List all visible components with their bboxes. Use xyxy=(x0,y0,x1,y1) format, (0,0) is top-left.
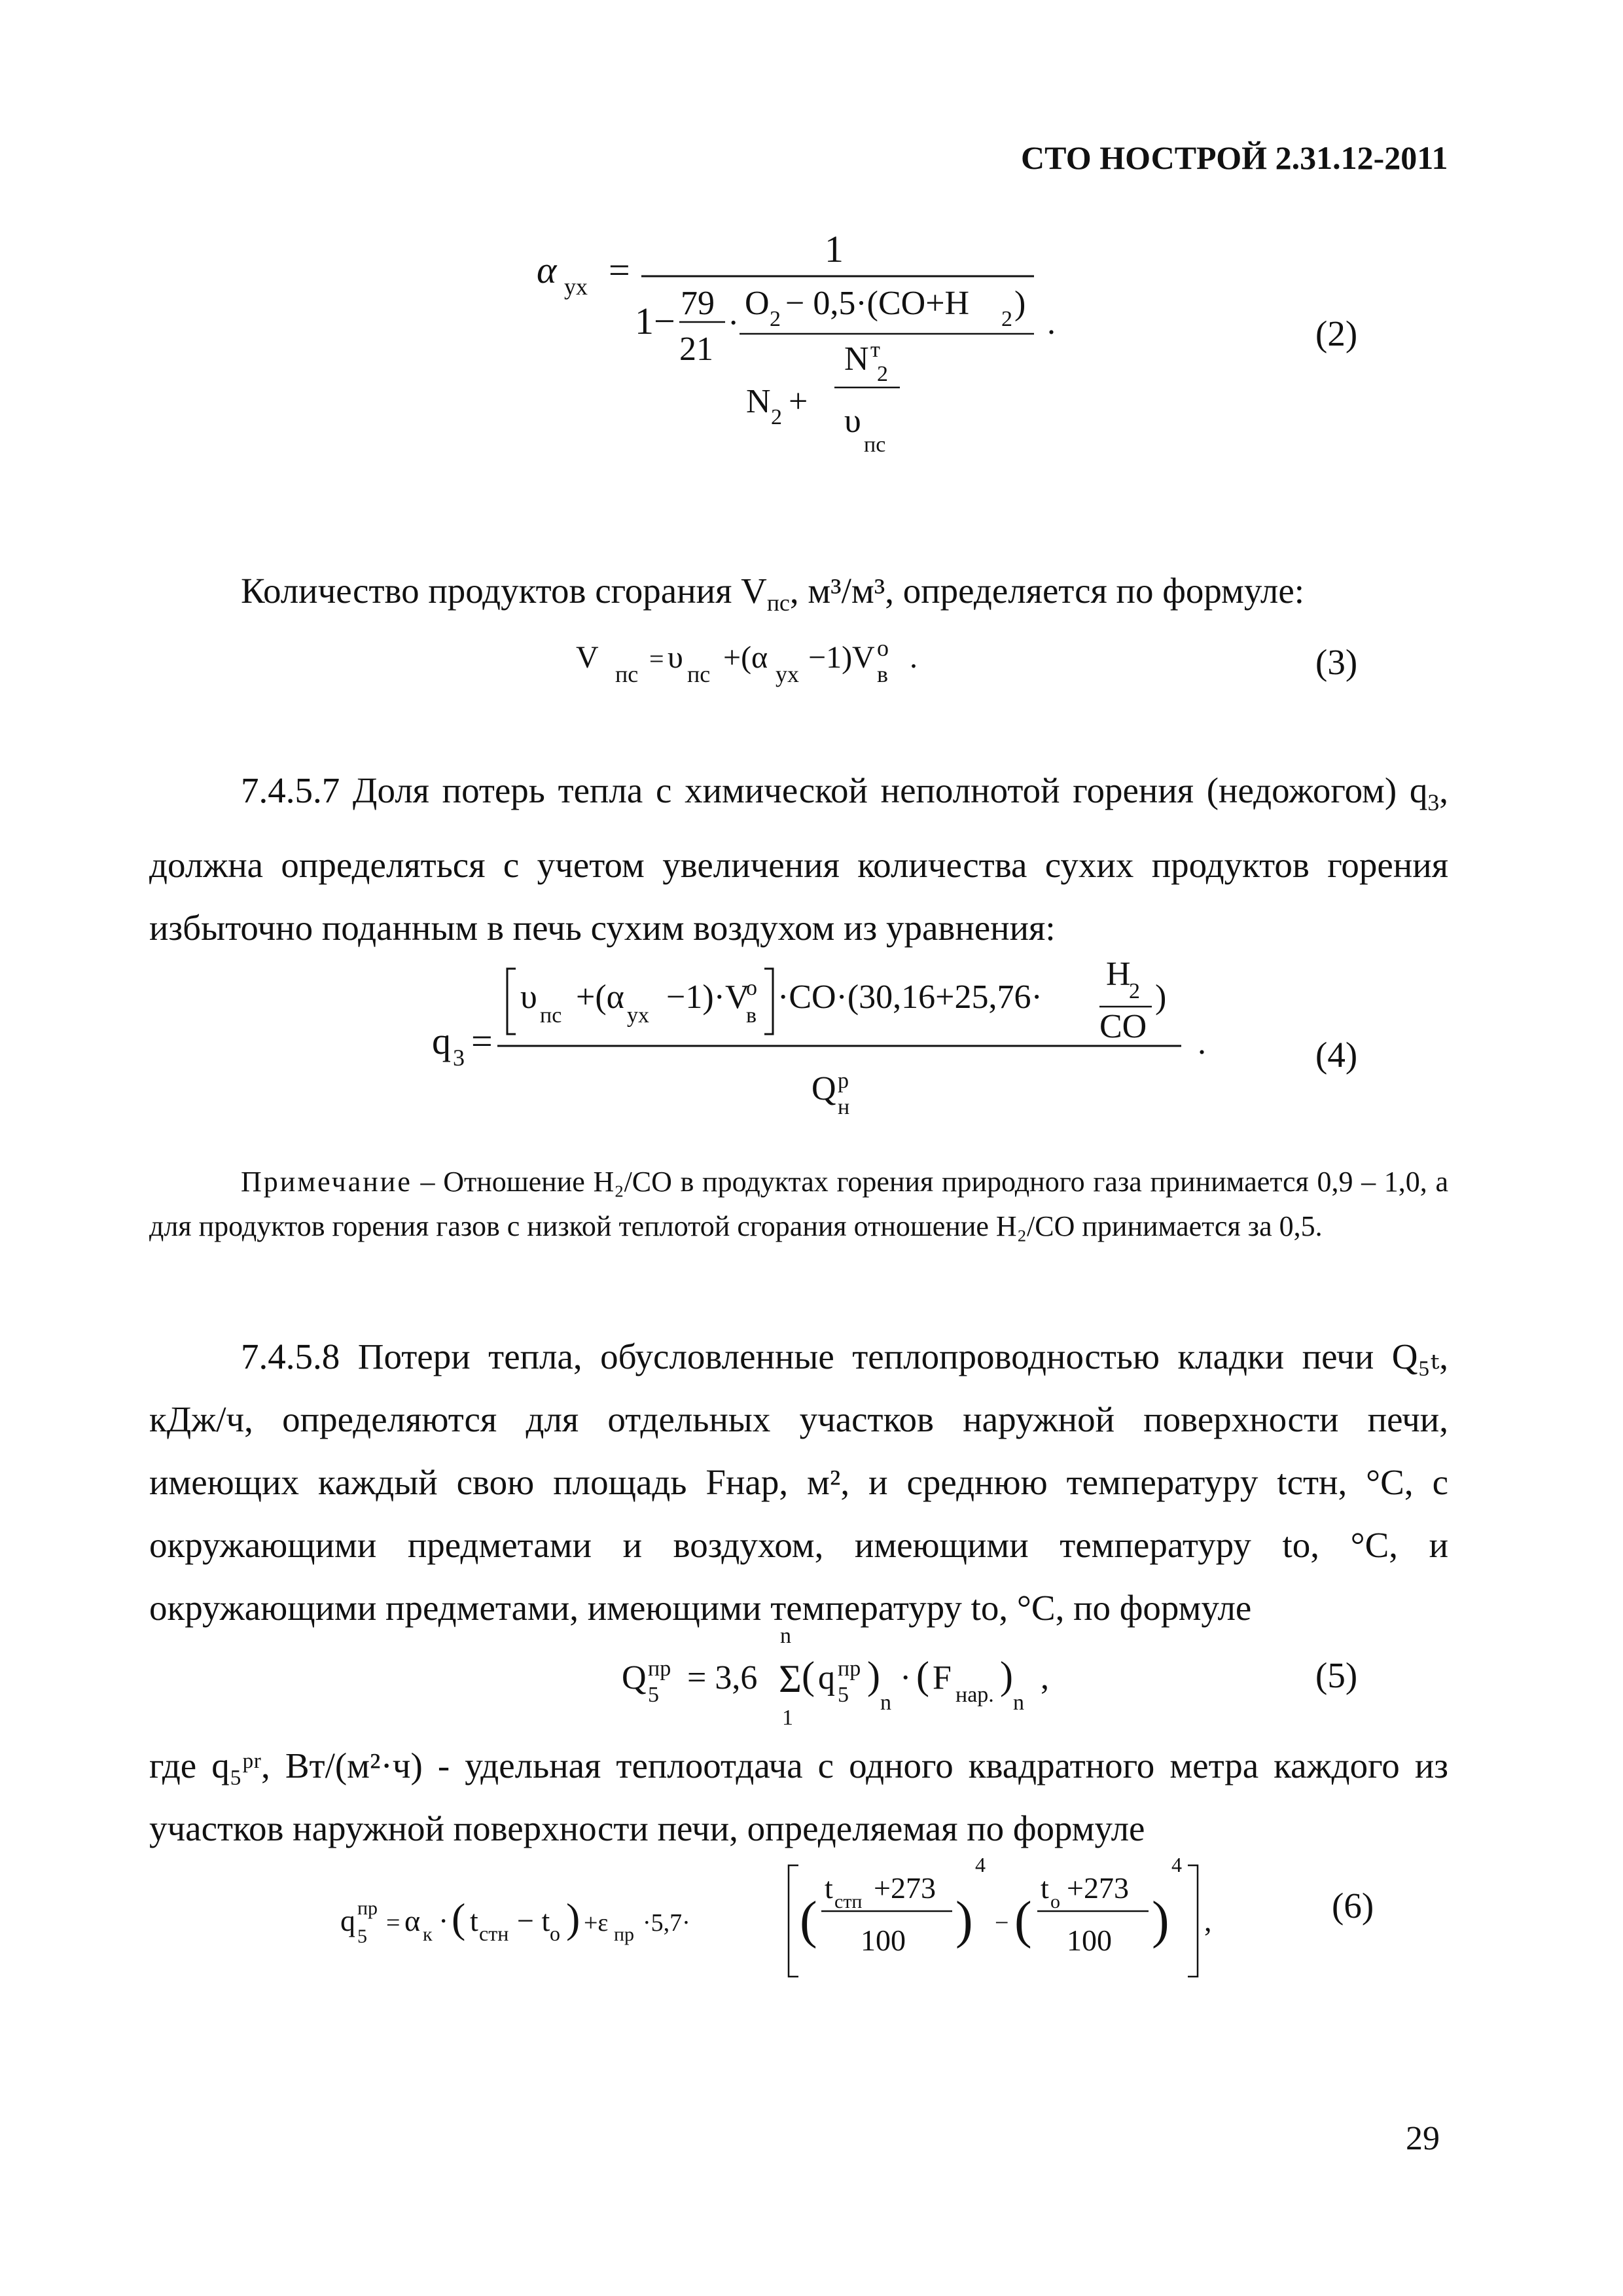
svg-text:2: 2 xyxy=(1001,307,1012,331)
equation-5-number: (5) xyxy=(1315,1655,1358,1695)
svg-text:21: 21 xyxy=(679,331,713,368)
svg-text:2: 2 xyxy=(1129,979,1140,1003)
svg-text:4: 4 xyxy=(975,1853,986,1876)
note-h2-co-ratio: Примечание – Отношение H₂/CO в продуктах горения природного газа принимается 0,9 – 1,0, а для продуктов горения газов с низкой теплотой сгорания отношение H₂/CO принимается за 0,5. xyxy=(149,1166,1448,1242)
equation-2 xyxy=(537,229,1126,478)
svg-text:n: n xyxy=(880,1691,891,1715)
svg-text:= 3,6: = 3,6 xyxy=(687,1659,758,1696)
svg-text:p: p xyxy=(838,1069,849,1093)
svg-text:α: α xyxy=(404,1904,421,1937)
svg-text:·5,7·: ·5,7· xyxy=(643,1909,690,1937)
svg-text:α: α xyxy=(537,249,557,291)
svg-text:.: . xyxy=(910,640,918,675)
svg-text:пс: пс xyxy=(687,661,711,687)
svg-text:Q: Q xyxy=(622,1659,647,1696)
svg-text:): ) xyxy=(1014,285,1026,322)
svg-text:+(α: +(α xyxy=(576,978,624,1016)
svg-text:стп: стп xyxy=(834,1891,863,1912)
svg-text:о: о xyxy=(1050,1891,1060,1912)
svg-text:1: 1 xyxy=(782,1706,793,1730)
svg-text:(: ( xyxy=(916,1654,929,1697)
svg-text:100: 100 xyxy=(1067,1924,1112,1957)
svg-text:H: H xyxy=(1106,956,1131,993)
note-label: Примечание xyxy=(241,1166,412,1198)
svg-text:=: = xyxy=(386,1909,401,1937)
equation-2-number: (2) xyxy=(1315,314,1358,353)
equation-3 xyxy=(576,628,1047,707)
svg-text:пс: пс xyxy=(864,433,886,457)
svg-text:,: , xyxy=(1204,1904,1212,1937)
svg-text:): ) xyxy=(1152,1892,1169,1949)
svg-text:o: o xyxy=(877,635,889,661)
svg-text:): ) xyxy=(1000,1654,1013,1697)
svg-text:F: F xyxy=(933,1659,952,1696)
svg-text:.: . xyxy=(1047,304,1056,342)
svg-text:n: n xyxy=(1013,1691,1024,1715)
svg-text:,: , xyxy=(1041,1659,1049,1696)
svg-text:+273: +273 xyxy=(1067,1871,1129,1905)
svg-text:3: 3 xyxy=(453,1045,465,1071)
svg-text:+: + xyxy=(789,383,808,420)
svg-text:=: = xyxy=(471,1020,493,1062)
svg-text:т: т xyxy=(870,338,880,362)
svg-text:− 0,5·(CO+H: − 0,5·(CO+H xyxy=(785,285,970,322)
svg-text:ух: ух xyxy=(627,1003,649,1028)
svg-text:79: 79 xyxy=(681,285,715,322)
svg-text:ух: ух xyxy=(776,661,799,687)
svg-text:t: t xyxy=(825,1871,833,1905)
svg-text:+(α: +(α xyxy=(723,640,768,675)
svg-text:): ) xyxy=(566,1895,580,1941)
svg-text:2: 2 xyxy=(877,362,888,386)
svg-text:(: ( xyxy=(800,1892,817,1949)
svg-text:2: 2 xyxy=(771,405,782,429)
svg-text:−: − xyxy=(995,1909,1009,1937)
svg-text:н: н xyxy=(838,1095,850,1119)
equation-3-number: (3) xyxy=(1315,642,1358,682)
svg-text:υ: υ xyxy=(520,978,537,1016)
equation-4-number: (4) xyxy=(1315,1035,1358,1075)
equation-5 xyxy=(622,1623,1119,1734)
svg-text:t: t xyxy=(470,1904,478,1937)
svg-text:ух: ух xyxy=(564,274,588,300)
svg-text:): ) xyxy=(1155,978,1167,1016)
svg-text:): ) xyxy=(867,1654,880,1697)
page-number: 29 xyxy=(1406,2120,1440,2157)
svg-text:пс: пс xyxy=(540,1003,562,1028)
svg-text:n: n xyxy=(780,1624,791,1648)
svg-text:2: 2 xyxy=(770,307,781,331)
svg-text:q: q xyxy=(432,1020,451,1062)
svg-text:υ: υ xyxy=(844,403,861,440)
svg-text:=: = xyxy=(609,249,630,291)
svg-text:Q: Q xyxy=(812,1070,836,1107)
svg-text:): ) xyxy=(955,1892,973,1949)
svg-text:·: · xyxy=(438,1904,449,1937)
paragraph-7-4-5-7: 7.4.5.7 Доля потерь тепла с химической неполнотой горения (недожогом) $q_3$, должна определяться с учетом увеличения количества сухих продуктов горения избыточно поданным в печь сухим воздухом из уравнения: xyxy=(149,770,1448,948)
svg-text:q: q xyxy=(818,1659,835,1696)
svg-text:пр: пр xyxy=(357,1897,378,1919)
svg-text:1: 1 xyxy=(825,229,844,270)
svg-text:V: V xyxy=(576,640,599,675)
svg-text:пс: пс xyxy=(615,661,639,687)
svg-text:=: = xyxy=(649,644,664,673)
paragraph-specific-heat-loss: где q₅ᵖʳ, Вт/(м²·ч) - удельная теплоотдача с одного квадратного метра каждого из участков наружной поверхности печи, определяемая по формуле xyxy=(149,1746,1448,1848)
svg-text:1−: 1− xyxy=(635,300,675,342)
svg-text:·: · xyxy=(900,1659,912,1696)
svg-text:q: q xyxy=(340,1904,355,1937)
svg-text:пр: пр xyxy=(648,1657,671,1681)
svg-text:100: 100 xyxy=(861,1924,906,1957)
svg-text:o: o xyxy=(746,976,757,1000)
svg-text:пр: пр xyxy=(614,1924,635,1945)
svg-text:−1)V: −1)V xyxy=(808,640,875,675)
svg-text:(: ( xyxy=(452,1895,466,1941)
svg-text:N: N xyxy=(746,383,771,420)
svg-text:+273: +273 xyxy=(874,1871,936,1905)
paragraph-7-4-5-8: 7.4.5.8 Потери тепла, обусловленные теплопроводностью кладки печи Q₅ₜ, кДж/ч, определяются для отдельных участков наружной поверхности печи, имеющих каждый свою площадь Fнар, м², и среднюю температуру tстн, °С, с окружающими предметами и воздухом, имеющими температуру tо, °С, и окружающими предметами, имеющими температуру tо, °С, по формуле xyxy=(149,1336,1448,1628)
svg-text:− t: − t xyxy=(517,1904,550,1937)
svg-text:O: O xyxy=(745,285,770,322)
svg-text:.: . xyxy=(1198,1024,1206,1062)
equation-4 xyxy=(419,942,1243,1139)
equation-6-number: (6) xyxy=(1332,1886,1374,1926)
svg-text:−1)·V: −1)·V xyxy=(666,978,750,1016)
svg-text:5: 5 xyxy=(357,1926,367,1947)
svg-text:к: к xyxy=(423,1924,433,1945)
svg-text:4: 4 xyxy=(1171,1853,1182,1876)
svg-text:CO: CO xyxy=(1099,1008,1147,1045)
svg-text:о: о xyxy=(550,1922,560,1945)
svg-text:нар.: нар. xyxy=(955,1683,994,1707)
svg-text:в: в xyxy=(746,1003,757,1028)
equation-6 xyxy=(340,1846,1309,1996)
svg-text:+ε: +ε xyxy=(584,1909,609,1937)
svg-text:N: N xyxy=(844,340,869,378)
paragraph-combustion-products: Количество продуктов сгорания $V_{пс}$, м³/м³, определяется по формуле: xyxy=(241,571,1305,616)
svg-text:5: 5 xyxy=(648,1683,659,1707)
svg-text:5: 5 xyxy=(838,1683,849,1707)
document-code-header: СТО НОСТРОЙ 2.31.12-2011 xyxy=(1021,139,1448,176)
svg-text:(: ( xyxy=(1014,1892,1032,1949)
svg-text:пр: пр xyxy=(838,1657,861,1681)
svg-text:стн: стн xyxy=(479,1922,509,1945)
svg-text:t: t xyxy=(1041,1871,1049,1905)
svg-text:Σ: Σ xyxy=(779,1657,802,1700)
svg-text:·CO·(30,16+25,76·: ·CO·(30,16+25,76· xyxy=(777,978,1043,1016)
svg-text:(: ( xyxy=(802,1654,815,1697)
svg-text:υ: υ xyxy=(668,640,683,675)
svg-text:в: в xyxy=(877,661,888,687)
svg-text:·: · xyxy=(728,304,740,342)
